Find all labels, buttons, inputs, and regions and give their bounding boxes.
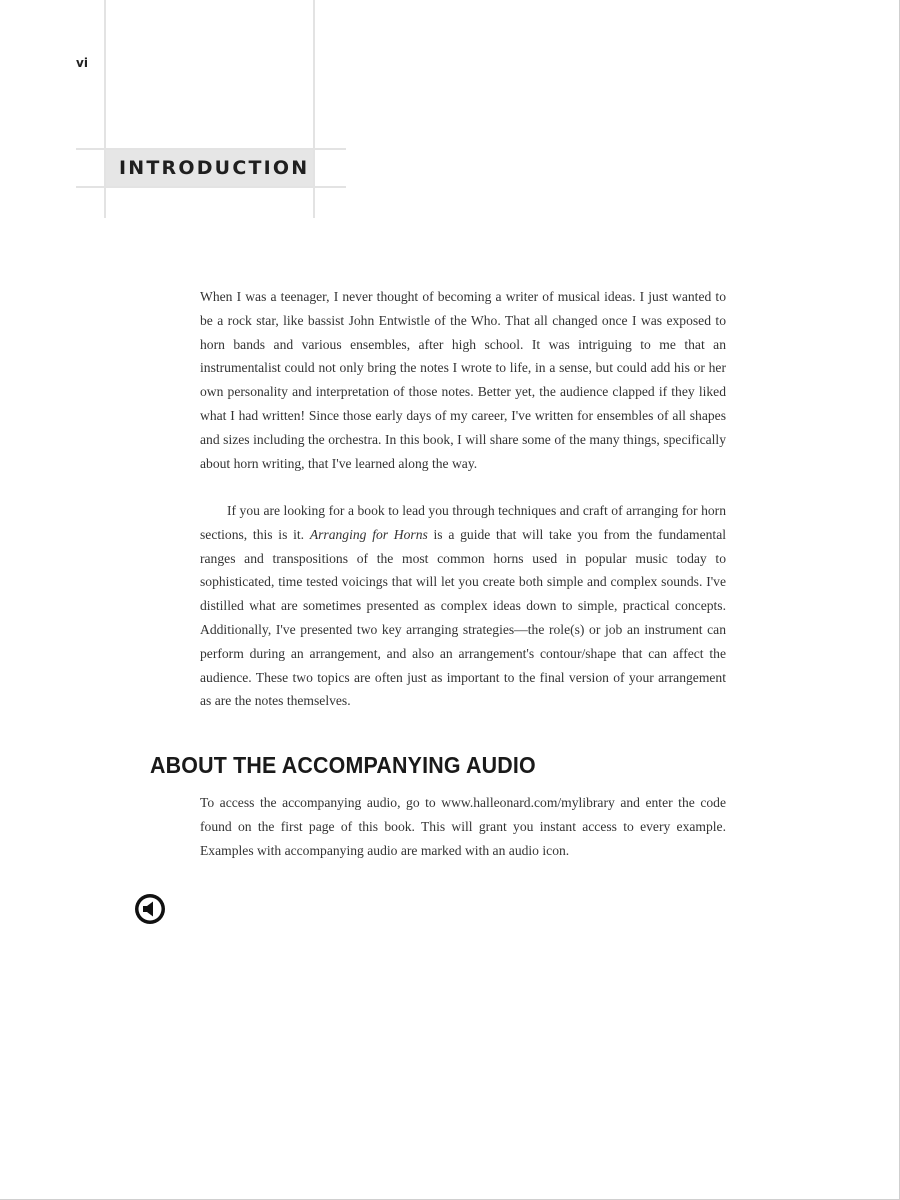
intro-paragraph-2-start: If you are looking for a book to lead you through techniques and craft of arranging for horn sections, this is it.: [200, 503, 726, 542]
page-number: vi: [76, 56, 88, 70]
book-title: Arranging for Horns: [309, 526, 428, 542]
chapter-title: INTRODUCTION: [119, 157, 310, 179]
audio-section-heading: ABOUT THE ACCOMPANYING AUDIO: [150, 752, 536, 778]
audio-section-paragraph: To access the accompanying audio, go to www.halleonard.com/mylibrary and enter the code found on the first page of this book. This will grant you instant access to every example. Examples with accompanying audio are marked with an audio icon.: [200, 795, 726, 858]
intro-paragraph-2-end: is a guide that will take you from the fundamental ranges and transpositions of the most common horns used in popular music today to sophisticated, time tested voicings that will let you create both simple and complex sounds. I've distilled what are sometimes presented as complex ideas down to simple, practical concepts. Additionally, I've presented two key arranging strategies—the role(s) or job an instrument can perform during an arrangement, and also an arrangement's contour/shape that can affect the audience. These two topics are often just as important to the final version of your arrangement as are the notes themselves.: [200, 526, 727, 709]
intro-paragraph-2: [200, 499, 726, 713]
crop-guide-line: [76, 186, 346, 188]
audio-speaker-icon: [134, 893, 166, 925]
intro-paragraph-1: When I was a teenager, I never thought of becoming a writer of musical ideas. I just wanted to be a rock star, like bassist John Entwistle of the Who. That all changed once I was exposed to horn bands and various ensembles, after high school. It was intriguing to me that an instrumentalist could not only bring the notes I wrote to life, in a sense, but could add his or her own personality and interpretation of those notes. Better yet, the audience clapped if they liked what I had written! Since those early days of my career, I've written for ensembles of all shapes and sizes including the orchestra. In this book, I will share some of the many things, specifically about horn writing, that I've learned along the way.: [200, 289, 726, 471]
